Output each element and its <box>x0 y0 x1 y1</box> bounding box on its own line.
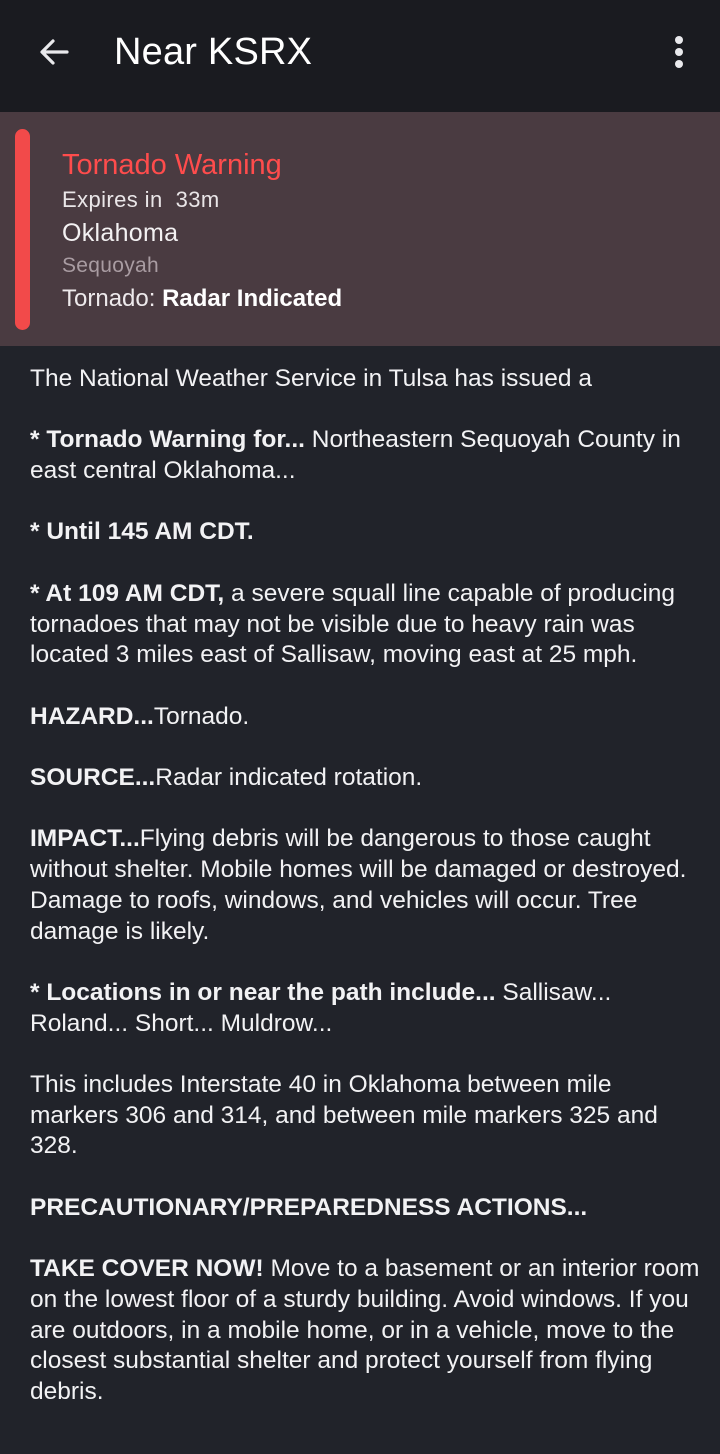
take-cover-label: TAKE COVER NOW! <box>30 1255 264 1283</box>
at-time-text: a severe squall line capable of producing tornadoes that may not be visible due to heavy rain was located 3 miles east of Sallisaw, moving east at 25 mph. <box>30 579 676 669</box>
alert-severity-stripe <box>15 129 30 330</box>
paragraph-interstate <box>30 1070 702 1162</box>
at-time-label: * At 109 AM CDT, <box>30 579 225 607</box>
intro-text: The National Weather Service in Tulsa has issued a <box>30 365 592 392</box>
alert-description <box>30 364 702 1438</box>
alert-state: Oklahoma <box>62 219 179 247</box>
more-vert-icon <box>673 35 685 69</box>
warning-for-text: Northeastern Sequoyah County in east central Oklahoma... <box>30 426 681 485</box>
paragraph-source <box>30 763 702 794</box>
paragraph-take-cover <box>30 1254 702 1408</box>
interstate-text: This includes Interstate 40 in Oklahoma between mile markers 306 and 314, and between mile markers 325 and 328. <box>30 1071 658 1160</box>
paragraph-until <box>30 517 702 548</box>
back-button[interactable] <box>30 28 78 76</box>
alert-type-value: Radar Indicated <box>162 285 343 312</box>
alert-county: Sequoyah <box>62 254 159 277</box>
alert-title: Tornado Warning <box>62 149 282 181</box>
locations-text: Sallisaw... Roland... Short... Muldrow... <box>30 978 612 1037</box>
app-bar <box>0 0 720 112</box>
paragraph-precautionary <box>30 1193 702 1224</box>
arrow-left-icon <box>36 34 72 70</box>
paragraph-warning-for <box>30 425 702 486</box>
hazard-label: HAZARD... <box>30 702 154 730</box>
source-text: Radar indicated rotation. <box>155 764 423 792</box>
source-label: SOURCE... <box>30 764 156 792</box>
locations-label: * Locations in or near the path include... <box>30 978 496 1006</box>
warning-for-label: * Tornado Warning for... <box>30 426 305 454</box>
until-label: * Until 145 AM CDT. <box>30 518 254 546</box>
paragraph-at-time <box>30 579 702 671</box>
hazard-text: Tornado. <box>153 702 250 730</box>
impact-label: IMPACT... <box>30 825 140 853</box>
impact-text: Flying debris will be dangerous to those caught without shelter. Mobile homes will be damaged or destroyed. Damage to roofs, windows, and vehicles will occur. Tree damage is likely. <box>30 825 687 945</box>
paragraph-locations <box>30 978 702 1039</box>
paragraph-intro <box>30 364 702 395</box>
paragraph-impact <box>30 824 702 947</box>
more-options-button[interactable] <box>656 28 702 76</box>
page-title: Near KSRX <box>114 31 313 73</box>
alert-expires: Expires in 33m <box>62 187 220 212</box>
paragraph-hazard <box>30 702 702 733</box>
alert-card <box>0 112 720 346</box>
take-cover-text: Move to a basement or an interior room on the lowest floor of a sturdy building. Avoid windows. If you are outdoors, in a mobile home, or in a vehicle, move to the closest substantial shelter and protect yourself from flying debris. <box>30 1255 700 1406</box>
alert-type-label: Tornado: <box>62 285 163 312</box>
alert-type <box>62 284 342 314</box>
precautionary-label: PRECAUTIONARY/PREPAREDNESS ACTIONS... <box>30 1193 588 1221</box>
